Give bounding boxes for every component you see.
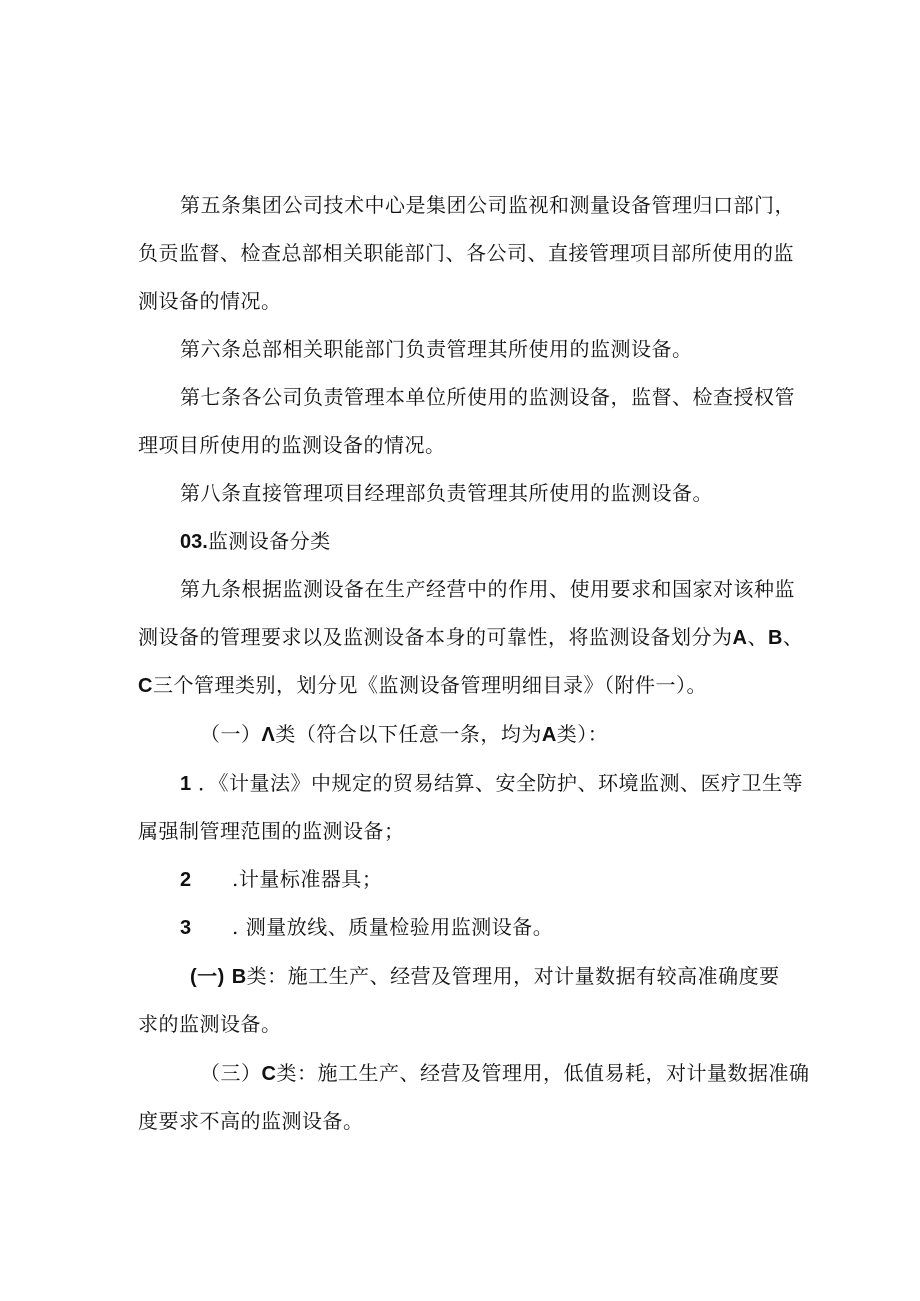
text: 类（符合以下任意一条，均为 [275,722,542,746]
text: 度要求不高的监测设备。 [138,1109,364,1133]
section-heading [180,517,830,565]
section-number: 03. [180,531,208,553]
class-c-line-2 [138,1097,788,1145]
class-b-line-1 [190,952,840,1000]
category-letter: C [261,1063,277,1085]
text: 第八条直接管理项目经理部负责管理其所使用的监测设备。 [180,481,713,505]
class-c-line-1 [200,1049,850,1097]
category-letter: A [732,627,748,649]
text: 类：施工生产、经营及管理用，低值易耗，对计量数据准确 [276,1061,810,1085]
class-prefix: (一) [190,966,225,988]
category-letter: C [138,675,153,697]
text: 测设备的情况。 [138,289,282,313]
text: 求的监测设备。 [138,1012,282,1036]
text: （一） [200,722,262,746]
text: 第七条各公司负责管理本单位所使用的监测设备，监督、检查授权管 [180,385,795,409]
text: 第五条集团公司技术中心是集团公司监视和测量设备管理归口部门， [180,193,795,217]
article-7-line-1 [180,373,830,421]
text: 属强制管理范围的监测设备； [138,819,405,843]
article-9-line-1 [180,565,830,613]
category-letter: A [541,724,557,746]
text: ．《计量法》中规定的贸易结算、安全防护、环境监测、医疗卫生等 [197,771,803,795]
category-letter: B [231,966,247,988]
article-5-line-3 [138,277,788,325]
item-number: 3 [180,917,192,939]
item-1-line-2 [138,807,788,855]
article-8-line-1 [180,469,830,517]
text: 、 [747,625,768,649]
item-1-line-1 [180,759,830,807]
article-7-line-2 [138,421,788,469]
category-letter: Λ [261,724,276,746]
text: 测设备的管理要求以及监测设备本身的可靠性，将监测设备划分为 [138,625,733,649]
text: 第九条根据监测设备在生产经营中的作用、使用要求和国家对该种监 [180,577,795,601]
text: 三个管理类别，划分见《监测设备管理明细目录》（附件一）。 [152,673,707,697]
text: 类）： [556,722,609,746]
text: 理项目所使用的监测设备的情况。 [138,433,446,457]
section-title: 监测设备分类 [207,529,331,553]
text: 负贡监督、检查总部相关职能部门、各公司、直接管理项目部所使用的监 [138,241,794,265]
text: . 测量放线、质量检验用监测设备。 [232,915,554,939]
class-b-line-2 [138,1000,788,1048]
article-5-line-2 [138,229,794,277]
article-6-line-1 [180,325,830,373]
item-number: 1 [180,773,192,795]
text: .计量标准器具； [232,867,383,891]
text: 、 [782,625,804,649]
item-number: 2 [180,869,192,891]
article-9-line-2 [138,613,804,661]
article-9-line-3 [138,661,788,709]
text: 类：施工生产、经营及管理用，对计量数据有较高准确度要 [246,964,780,988]
article-5-line-1 [180,181,830,229]
category-letter: B [767,627,783,649]
item-2 [180,855,830,903]
text: 第六条总部相关职能部门负责管理其所使用的监测设备。 [180,337,693,361]
text: （三） [200,1061,262,1085]
item-3 [180,903,830,951]
class-a-heading [200,710,850,758]
